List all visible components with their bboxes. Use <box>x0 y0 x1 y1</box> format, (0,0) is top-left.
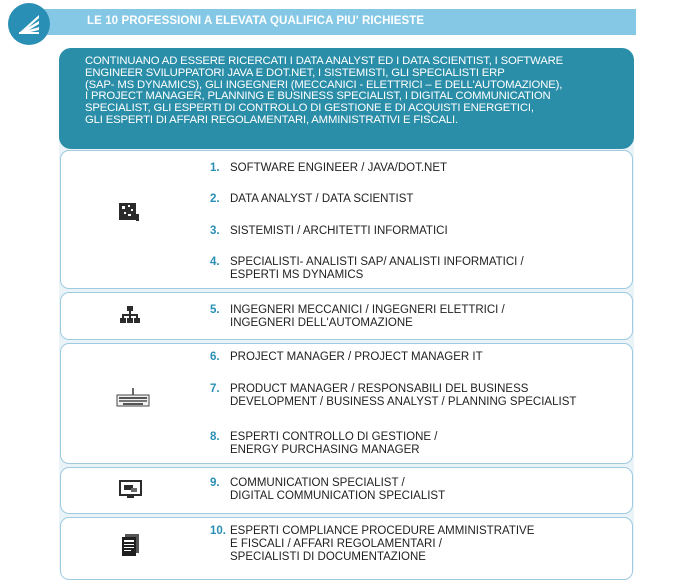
intro-line: CONTINUANO AD ESSERE RICERCATI I DATA ANALYST ED I DATA SCIENTIST, I SOFTWARE <box>85 55 564 67</box>
intro-line: SPECIALIST, GLI ESPERTI DI CONTROLLO DI GESTIONE E DI ACQUISTI ENERGETICI, <box>85 102 534 115</box>
item-number: 5. <box>210 304 220 316</box>
item-text: DEVELOPMENT / BUSINESS ANALYST / PLANNING SPECIALIST <box>230 396 577 408</box>
item-number: 6. <box>210 351 220 363</box>
item-text: ENERGY PURCHASING MANAGER <box>230 444 420 456</box>
profession-item-3 <box>210 225 448 238</box>
item-text: ESPERTI MS DYNAMICS <box>230 269 364 281</box>
item-number: 4. <box>210 256 220 268</box>
item-number: 9. <box>210 477 220 489</box>
item-text: E FISCALI / AFFARI REGOLAMENTARI / <box>230 538 442 550</box>
item-text: DIGITAL COMMUNICATION SPECIALIST <box>230 490 446 502</box>
profession-item-7 <box>210 383 576 409</box>
item-text: ESPERTI COMPLIANCE PROCEDURE AMMINISTRATIVE <box>230 525 535 537</box>
document-icon <box>121 533 141 557</box>
item-text: SPECIALISTI- ANALISTI SAP/ ANALISTI INFORMATICI / <box>230 256 524 268</box>
item-text: SISTEMISTI / ARCHITETTI INFORMATICI <box>230 225 448 237</box>
item-number: 2. <box>210 193 220 205</box>
profession-item-9 <box>210 477 445 503</box>
profession-item-1 <box>210 162 447 175</box>
item-number: 8. <box>210 431 220 443</box>
item-number: 10. <box>210 525 226 537</box>
intro-line: GLI ESPERTI DI AFFARI REGOLAMENTARI, AMMINISTRATIVI E FISCALI. <box>85 113 458 126</box>
intro-line: ENGINEER SVILUPPATORI JAVA E DOT.NET, I SISTEMISTI, GLI SPECIALISTI ERP <box>85 66 505 79</box>
profession-item-8 <box>210 431 437 457</box>
item-text: PROJECT MANAGER / PROJECT MANAGER IT <box>230 351 483 363</box>
item-text: COMMUNICATION SPECIALIST / <box>230 477 405 489</box>
org-chart-icon <box>119 305 141 327</box>
profession-item-5 <box>210 304 505 330</box>
profession-item-4 <box>210 256 524 282</box>
item-text: DATA ANALYST / DATA SCIENTIST <box>230 193 414 205</box>
item-text: INGEGNERI DELL'AUTOMAZIONE <box>230 317 413 329</box>
circuit-chip-icon <box>118 202 140 222</box>
profession-item-10 <box>210 525 534 564</box>
profession-item-2 <box>210 193 413 206</box>
profession-item-6 <box>210 351 483 364</box>
intro-text <box>85 56 633 127</box>
item-text: PRODUCT MANAGER / RESPONSABILI DEL BUSINESS <box>230 383 529 395</box>
item-text: INGEGNERI MECCANICI / INGEGNERI ELETTRICI / <box>230 304 505 316</box>
monitor-icon <box>119 480 143 500</box>
item-text: ESPERTI CONTROLLO DI GESTIONE / <box>230 431 438 443</box>
item-number: 7. <box>210 383 220 395</box>
intro-line: (SAP- MS DYNAMICS), GLI INGEGNERI (MECCANICI - ELETTRICI – E DELL'AUTOMAZIONE), <box>85 78 563 91</box>
item-text: SPECIALISTI DI DOCUMENTAZIONE <box>230 551 426 563</box>
logo-icon <box>8 3 50 45</box>
item-number: 3. <box>210 225 220 237</box>
item-number: 1. <box>210 162 220 174</box>
item-text: SOFTWARE ENGINEER / JAVA/DOT.NET <box>230 162 448 174</box>
keyboard-icon <box>115 387 151 409</box>
intro-line: I PROJECT MANAGER, PLANNING E BUSINESS SPECIALIST, I DIGITAL COMMUNICATION <box>85 90 551 103</box>
page-title: LE 10 PROFESSIONI A ELEVATA QUALIFICA PIU' RICHIESTE <box>87 15 425 27</box>
